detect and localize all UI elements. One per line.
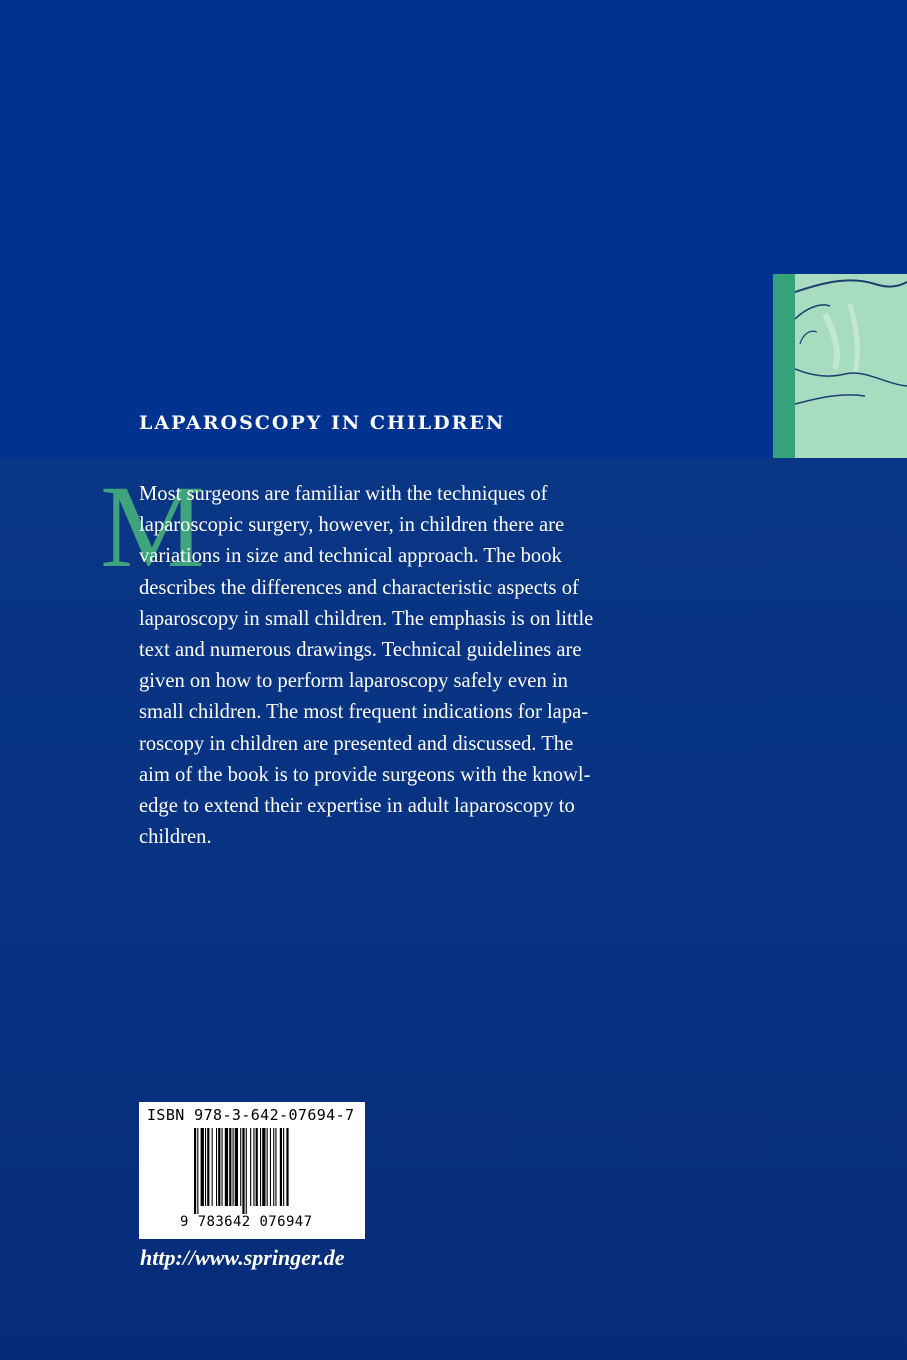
barcode-bar [286,1128,288,1206]
blurb-line: laparoscopic surgery, however, in children there are [139,514,565,537]
isbn-barcode-box [139,1102,365,1239]
barcode-digits: 9 783642 076947 [180,1214,313,1230]
barcode-bar [250,1128,251,1206]
barcode-bar [246,1128,247,1214]
blurb-line: text and numerous drawings. Technical guidelines are [139,639,582,662]
barcode-bar [280,1128,282,1206]
top-band [0,0,907,458]
accent-strip [773,274,795,458]
barcode-bar [262,1128,265,1206]
barcode-bar [267,1128,268,1206]
barcode-bar [273,1128,274,1206]
blurb-line: small children. The most frequent indications for lapa- [139,701,589,724]
drop-cap: M [100,461,205,592]
blurb-line: variations in size and technical approach. The book [139,545,562,568]
blurb-line: edge to extend their expertise in adult laparoscopy to [139,795,575,818]
barcode-bar [216,1128,217,1206]
barcode-bar [270,1128,271,1206]
isbn-label: ISBN 978-3-642-07694-7 [147,1106,355,1124]
series-title: LAPAROSCOPY IN CHILDREN [139,412,506,434]
barcode-bar [207,1128,209,1206]
barcode-bar [260,1128,261,1206]
barcode [194,1128,332,1214]
blurb-line: children. [139,826,212,849]
blurb-line: aim of the book is to provide surgeons with the knowl- [139,763,591,786]
barcode-bar [240,1128,241,1206]
hand-illustration [795,274,907,458]
blurb-line: given on how to perform laparoscopy safely even in [139,670,568,693]
barcode-bar [233,1128,234,1206]
barcode-bar [229,1128,231,1206]
barcode-bar [256,1128,258,1206]
barcode-bar [225,1128,228,1206]
barcode-bar [222,1128,223,1206]
barcode-bar [194,1128,196,1214]
blurb-line: Most surgeons are familiar with the techniques of [139,483,548,505]
blurb-line: laparoscopy in small children. The emphasis is on little [139,607,594,630]
blurb-line: roscopy in children are presented and discussed. The [139,732,574,755]
barcode-bar [235,1128,238,1206]
barcode-bar [212,1128,213,1206]
barcode-bar [197,1128,198,1214]
barcode-bar [205,1128,206,1206]
barcode-bar [242,1128,244,1214]
barcode-bar [283,1128,284,1206]
publisher-url[interactable]: http://www.springer.de [140,1245,345,1270]
barcode-bar [275,1128,276,1206]
barcode-bar [218,1128,220,1206]
barcode-bar [253,1128,254,1206]
blurb-text [139,479,664,853]
barcode-bar [201,1128,204,1206]
blurb-line: describes the differences and characteristic aspects of [139,576,579,599]
